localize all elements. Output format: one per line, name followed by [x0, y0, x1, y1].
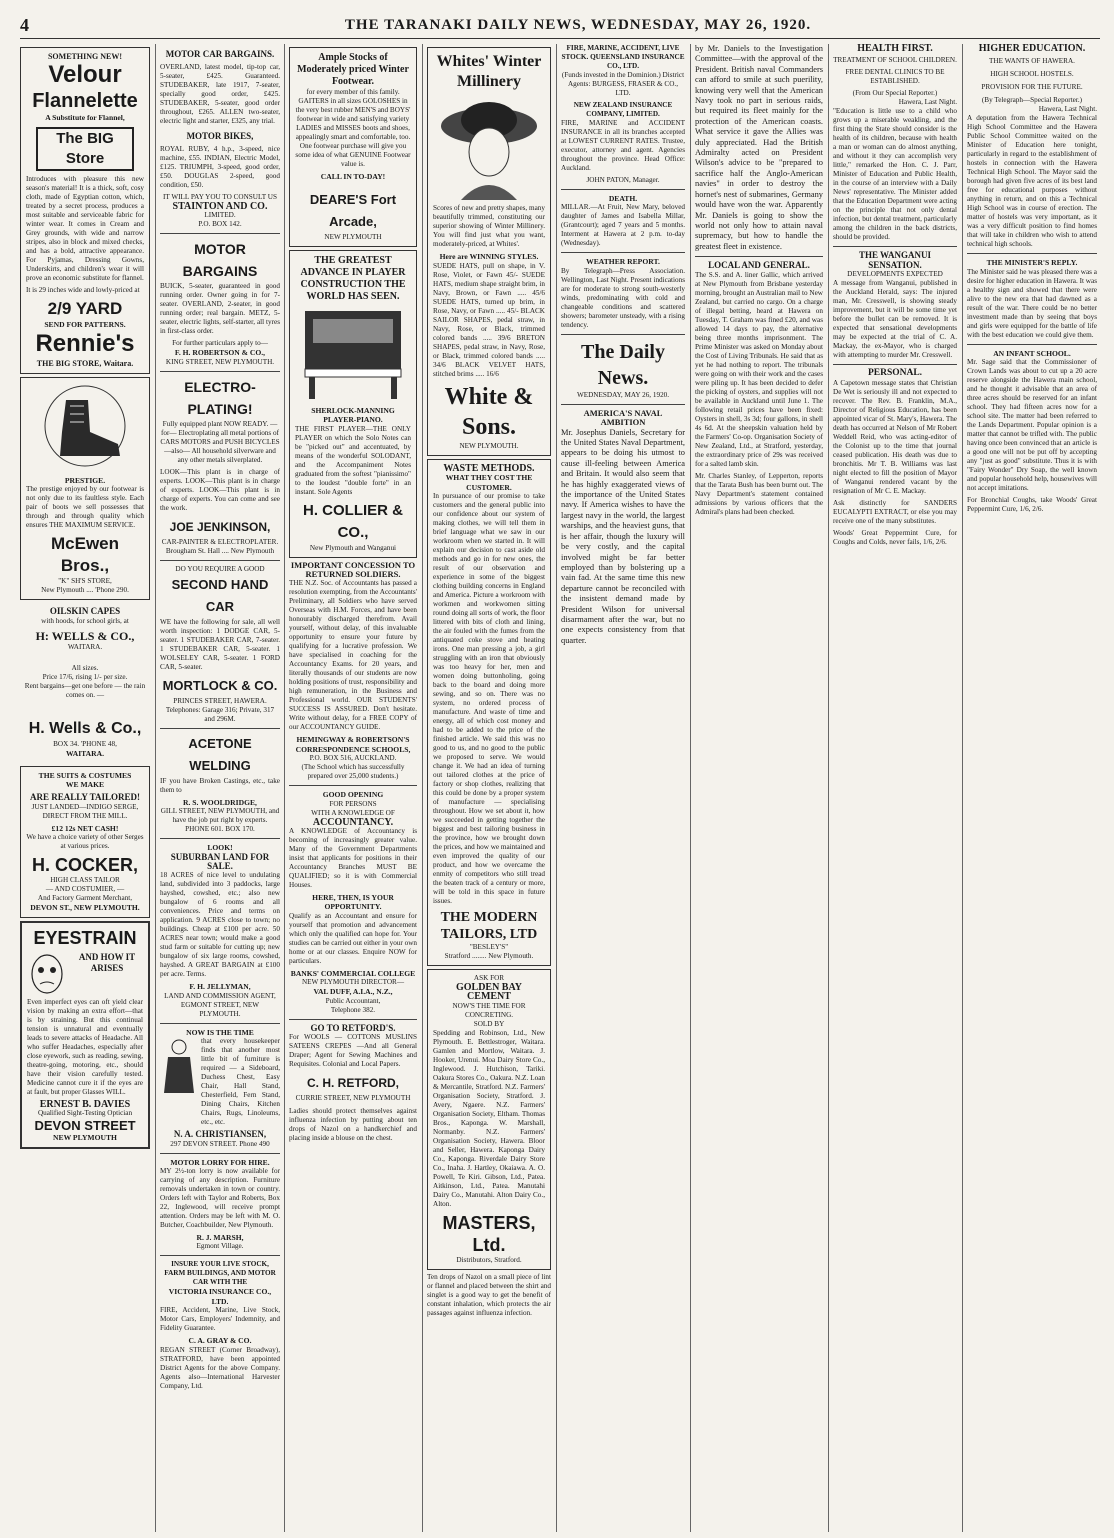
ad-address: "K" SH'S STORE, [58, 577, 112, 586]
player-piano-ad [289, 250, 417, 557]
article-subhead: PROVISION FOR THE FUTURE. [981, 83, 1083, 92]
column-divider [155, 44, 156, 1532]
column-8 [967, 44, 1097, 1532]
ad-body: (The School which has successfully prepared over 25,000 students.) [301, 763, 405, 781]
page-number: 4 [20, 14, 30, 35]
suburban-land-ad [160, 843, 280, 1019]
ad-headline: GOLDEN BAY CEMENT [455, 982, 523, 1003]
ad-brand: BANKS' COMMERCIAL COLLEGE [290, 968, 416, 978]
article-body: A message from Wanganui, published in the Auckland Herald, says: The injured man, Mr. Cresswell, is showing steady improvement, but it will be some time yet before the bullet can be removed. It is expected that sensational developments may be expected at the trial of C. A. Mackay, the ex-Mayor, who is charged with attempting to murder Mr. Cresswell. [833, 279, 957, 360]
ad-headline: OILSKIN CAPES [49, 606, 121, 617]
ad-brand: MORTLOCK & CO. [162, 677, 278, 693]
notice-headline: NEW ZEALAND INSURANCE COMPANY, LIMITED. [573, 101, 673, 118]
second-hand-car-ad [160, 565, 280, 724]
health-article [833, 44, 957, 242]
editorial-continued [695, 44, 823, 252]
ad-address: WAITARA. [65, 749, 105, 759]
motor-bargains-ad [160, 238, 280, 366]
article-byline: (From Our Special Reporter.) [852, 89, 938, 98]
column-1 [20, 44, 150, 1532]
ad-address: DEVON STREET [34, 1118, 136, 1134]
ad-headline: ELECTRO-PLATING! [184, 378, 256, 417]
column-5 [561, 44, 685, 1532]
ad-headline: MOTOR LORRY FOR HIRE. [170, 1157, 270, 1167]
article-body: by Mr. Daniels to the Investigation Committee—with the approval of the President. British naval Commanders can afford to smile at such puerility, knowing very well that the American Navy took no part in serious raids, but required its fleet mainly for the protection of the American coasts. What service it gave the Allies was duly appreciated. Had the British Admiralty acted on President Wilson's advice to be "prepared to sacrifice half the Anglo-American navies" in order to destroy the hornet's nest of submarines, Germany would have won the war. Apparently Mr. Daniels is going to show the world not only how to attain naval supremacy, but how to handle the greatest fleet in existence. [695, 44, 823, 251]
ad-body: IF you have Broken Castings, etc., take them to [160, 776, 280, 794]
ad-body: NEW PLYMOUTH DIRECTOR— [301, 978, 405, 987]
notice-body: (Funds invested in the Dominion.) District Agents: BURGESS, FRASER & CO., LTD. [561, 71, 685, 97]
ad-headline: ACCOUNTANCY. [312, 816, 394, 828]
ad-body: Scores of new and pretty shapes, many beautifully trimmed, constituting our superior showing of Winter Millinery. You will find just what you want, moderately-priced, at Whites'. [433, 204, 545, 249]
ad-subhead: MOTOR BIKES, [186, 131, 254, 141]
prestige-ad [20, 377, 150, 601]
ad-body: BUICK, 5-seater, guaranteed in good running order. Owner going in for 7-seater. OVERLAND, 2-seater, in good running order; real bargain. METZ, 5-seater, electric lights, self-starter, all tyres in first-class order. [160, 282, 280, 336]
ad-brand: White & Sons. [444, 383, 534, 440]
column-divider [284, 44, 285, 1532]
ad-body: Even imperfect eyes can oft yield clear vision by making an extra effort—that is by straining. But this continual tension is unnatural and eventually leads to severe attacks of Headache. All who suffer Headaches, especially after close eyework, such as reading, sewing, theatre-going, motoring, etc., should have their vision carefully tested. Medicine cannot cure it if the eyes are at fault, but proper Glasses WILL. [27, 997, 143, 1096]
ad-brand: H. COLLIER & CO., [303, 501, 403, 541]
ad-brand: F. H. JELLYMAN, [189, 982, 251, 992]
whites-millinery-ad [427, 47, 551, 456]
nazol-note: Ten drops of Nazol on a small piece of lint or flannel and placed between the shirt and singlet is a good way to get the benefit of constant inhalation, which protects the air passages against influenza infection. [427, 1272, 551, 1317]
retford-ad [289, 1024, 417, 1143]
ad-body: THE N.Z. Soc. of Accountants has passed a resolution exempting, from the Accountants' Preliminary, all Soldiers who have served Overseas with H.M. Forces, and have been honourably discharged therefrom. Avail yourself, without delay, of this invaluable opportunity to ensure your future by qualifying for a lucrative profession. We have specialised in coaching for the Accountancy Exams. for 20 years, and literally thousands of our students are now holding positions of trust, responsibility and high remuneration, in the Business and Professional world. OUR STUDENTS' SUCCESS IS ASSURED. Don't hesitate. Write without delay, for a FREE COPY of our ACCOUNTANCY GUIDE. [289, 579, 417, 732]
ad-address: WAITARA. [67, 643, 103, 652]
ad-brand: JOE JENKINSON, [169, 519, 271, 534]
motor-lorry-ad [160, 1158, 280, 1252]
ad-subhead: NOW'S THE TIME FOR CONCRETING. [452, 1001, 526, 1019]
notice-body: MILLAR.—At Fruit, New Mary, beloved daughter of James and Isabella Millar, (Grantcourt); aged 7 years and 5 months. Interment at Hawera at 2 p.m. to-day (Wednesday). [561, 203, 685, 248]
ad-body: We have a choice variety of other Serges at various prices. [26, 833, 144, 851]
ad-headline: Velour [48, 61, 122, 89]
column-6 [695, 44, 823, 1532]
ad-body: WE have the following for sale, all well worth inspection: 1 DODGE CAR, 5-seater. 1 STUDEBAKER CAR, 7-seater. 1 STUDEBAKER CAR, 5-seater. 1 WOLSELEY CAR, 5-seater. 1 FORD CAR, 5-seater. [160, 617, 280, 671]
ad-address: Stratford ........ New Plymouth. [444, 952, 534, 961]
article-headline: PERSONAL. [867, 368, 923, 379]
sanders-note: Ask distinctly for SANDERS EUCALYPTI EXTRACT, or else you may receive one of the many substitutes. [833, 498, 957, 525]
ad-kicker: SOMETHING NEW! [47, 52, 122, 61]
insurance-notices [561, 44, 685, 185]
ad-address: KING STREET, NEW PLYMOUTH. [165, 357, 275, 366]
ad-address: CURRIE STREET, NEW PLYMOUTH [295, 1094, 411, 1103]
ad-headline: IMPORTANT CONCESSION TO RETURNED SOLDIERS. [290, 559, 416, 580]
ad-body: Qualified Sight-Testing Optician [37, 1109, 133, 1118]
ad-note: SEND FOR PATTERNS. [44, 319, 126, 329]
ad-address: LAND AND COMMISSION AGENT, EGMONT STREET, NEW PLYMOUTH. [164, 991, 276, 1018]
article-headline: THE MINISTER'S REPLY. [986, 258, 1078, 268]
ad-body: REGAN STREET (Corner Broadway), STRATFORD, have been appointed District Agents for the above Company. Agents also—International Harvester Company, Ltd. [160, 1345, 280, 1390]
ad-agent: C. A. GRAY & CO. [188, 1336, 252, 1346]
ad-headline: PRESTIGE. [64, 476, 106, 486]
ad-kicker: ASK FOR [473, 974, 505, 983]
notice-body: By Telegraph—Press Association. Wellington, Last Night. Present indications are for moderate to strong south-westerly winds, predominating with cold and changeable conditions and scattered showers; barometer unsteady, with a rising tendency. [561, 266, 685, 329]
masthead-rule [20, 38, 1100, 39]
article-subhead: DEVELOPMENTS EXPECTED [847, 270, 943, 279]
ad-phone: New Plymouth .... 'Phone 290. [41, 586, 129, 595]
ad-body: A KNOWLEDGE of Accountancy is becoming of increasingly greater value. Many of the Government Departments insist that applicants for positions in their Accountancy Branches MUST BE QUALIFIED; so it is with Commercial Houses. [289, 827, 417, 890]
masthead [20, 14, 1100, 36]
ad-body: THE FIRST PLAYER—THE ONLY PLAYER on which the Solo Notes can be "picked out" and accentuated, by means of the wonderful SOLODANT, and the Accompaniment Notes graduated from the softest "pianissimo" to the loudest "double forte" in an instant. Sole Agents [295, 424, 411, 496]
stockist-list: Spedding and Robinson, Ltd., New Plymouth. E. Bettlestroger, Waitara. Gamlen and Mortlow, Waitara. J. Hooker, Urenui. Moa Dairy Store Co., Inglewood. J. Hutchison, Tariki. Oakura Stores Co., Oakura. N.Z. Loan & Mercantile, Stratford. N.Z. Farmers' Organisation Society, Stratford. J. Avery, Ngaere. N.Z. Farmers' Organisation Society, Eltham. Thomas Bros., Kaponga. W. Marshall, Normanby. N.Z. Farmers' Organisation Society, Hawera. Bloor and Seller, Hawera. Kaponga Dairy Co., Kaponga. Riverdale Dairy Store Co., Inaha. J. Hartley, Okaiawa. A. O. Powell, Te Kiri. Gibson, Ltd., Patea. Aitkinson, Ltd., Patea. Manutahi Dairy Co., Manutahi. Alton Dairy Co., Alton. [433, 1028, 545, 1208]
ad-body: JUST LANDED—INDIGO SERGE, DIRECT FROM THE MILL. [31, 802, 139, 820]
ad-body: For WOOLS — COTTONS MUSLINS SATEENS CREPES —And all General Draper; Agent for Sewing Machines and Requisites. Colonial and Local Papers. [289, 1033, 417, 1069]
ad-address: NEW PLYMOUTH [53, 1133, 117, 1143]
ad-body: LOOK—This plant is in charge of experts. LOOK—This plant is in charge of experts. LOOK—This plant is in charge of experts. You can come and see the work. [160, 467, 280, 512]
ad-headline: Ample Stocks of Moderately priced Winter Footwear. [297, 52, 409, 87]
ad-headline: NOW IS THE TIME [186, 1027, 254, 1037]
banks-college-ad [289, 790, 417, 1014]
ad-body: For further particulars apply to— [172, 339, 268, 348]
boot-illustration [26, 382, 144, 474]
infant-school [967, 349, 1097, 514]
ad-body: OVERLAND, latest model, tip-top car, 5-seater, £425. Guaranteed. STUDEBAKER, late 1917, 7-seater, specially good order, £425. STUDEBAKER, 5-seater, good order throughout, £265. ALLEN two-seater, electric light and starter, £325, any trial. [160, 63, 280, 125]
ad-phone: Telephone 382. [330, 1005, 376, 1014]
article-subhead: HIGH SCHOOL HOSTELS. [990, 70, 1074, 79]
column-3 [289, 44, 417, 1532]
modern-tailors-ad [427, 459, 551, 966]
personal-column [833, 369, 957, 546]
cocker-ad [20, 766, 150, 918]
victoria-insurance-ad [160, 1260, 280, 1390]
ad-phone: Telephones: Garage 316; Private, 317 and 296M. [165, 705, 275, 723]
piano-illustration [295, 303, 411, 403]
housekeeper-illustration [160, 1037, 198, 1095]
ad-body: SOLD BY [473, 1019, 505, 1028]
article-dateline: Hawera, Last Night. [1038, 105, 1097, 114]
ad-headline: SECOND HAND CAR [171, 576, 269, 614]
ad-address: THE BIG STORE, Waitara. [36, 359, 134, 369]
ad-body: that every housekeeper finds that another most little bit of furniture is required — a Sideboard, Duchess Chest, Easy Chair, Hall Stand, Chesterfield, Fern Stand, Dining Chairs, Kitchen Chairs, Rugs, Linoleums, etc., etc. [201, 1037, 280, 1127]
ad-subhead: SHERLOCK-MANNING PLAYER-PIANO. [311, 405, 395, 425]
ad-headline: GO TO RETFORD'S. [310, 1022, 396, 1033]
ad-headline: ACETONE WELDING [188, 735, 252, 773]
article-body: A Capetown message states that Christian De Wet is seriously ill and not expected to recover. The Rev. B. Franklin, M.A., Director of Religious Education, has been appointed vicar of St. Mary's, Hawera. The death has occurred at Nelson of Mr Robert Weddell Reid, who was acting-editor of the Colonist up to the time that journal ceased publication. His death was due to bronchitis. Mr T. B. Williams was last night elected to fill the position of Mayor of Wanganui rendered vacant by the resignation of Mr C. E. Mackay. [833, 378, 957, 495]
ad-note: IT WILL PAY YOU TO CONSULT US [163, 193, 277, 201]
ad-body: The prestige enjoyed by our footwear is not only due to its faultless style. Each pair of boots we sell possesses that through and through quality which ensures THE MAXIMUM SERVICE. [26, 485, 144, 530]
ad-headline: THE SUITS & COSTUMES [38, 770, 132, 780]
column-divider [556, 44, 557, 1532]
article-headline: LOCAL AND GENERAL. [708, 260, 810, 271]
notice-headline: WEATHER REPORT. [586, 257, 660, 267]
notice-headline: FIRE, MARINE, ACCIDENT, LIVE STOCK. QUEENSLAND INSURANCE CO., LTD. [561, 44, 685, 70]
ad-headline: ARE REALLY TAILORED! [29, 792, 141, 803]
ad-address: BOX 34. 'PHONE 48, [53, 740, 117, 749]
ad-address: Brougham St. Hall .... New Plymouth [165, 546, 275, 555]
ad-body: Rent bargains—get one before — the rain comes on. — [24, 682, 146, 700]
ad-subhead: WHAT THEY COST THE CUSTOMER. [445, 473, 533, 492]
article-headline: HIGHER EDUCATION. [978, 44, 1086, 54]
ad-brand: R. J. MARSH, [196, 1233, 244, 1243]
woods-note: Woods' Great Peppermint Cure, for Coughs and Colds, never fails, 1/6, 2/6. [833, 528, 957, 546]
ad-address: NEW PLYMOUTH. [459, 441, 519, 450]
ad-address: PRINCES STREET, HAWERA. [173, 696, 267, 705]
ad-body: HIGH CLASS TAILOR [50, 876, 120, 885]
oilskin-ad [20, 603, 150, 762]
nazol-note: Ladies should protect themselves against influenza infection by putting about ten drops of Nazol on a handkerchief and placing inside a blouse on the chest. [289, 1107, 417, 1143]
higher-education-article [967, 44, 1097, 249]
notice-agent: JOHN PATON, Manager. [586, 176, 660, 184]
ad-headline: FOR PERSONS [329, 799, 377, 808]
ad-headline: WASTE METHODS. [443, 462, 535, 474]
article-headline: AMERICA'S NAVAL AMBITION [583, 407, 663, 428]
ad-headline: SUBURBAN LAND FOR SALE. [170, 851, 270, 872]
ad-address: GILL STREET, NEW PLYMOUTH, and have the job put right by experts. PHONE 601. BOX 170. [160, 807, 280, 834]
article-subhead: THE WANTS OF HAWERA. [989, 57, 1075, 66]
returned-soldiers-ad [289, 561, 417, 782]
article-body: A deputation from the Hawera Technical High School Committee and the Hawera Public School Committee waited on the Minister of Education here tonight, particularly in regard to the establishment of hostels in connection with the Hawera Technical High School. The Mayor said the borough had given five acres of its best land free for educational purposes without anything in return, and on this a Technical High School was in course of erection. The matter of hostels was very important, as it was a very difficult position to find homes that will take in children who wish to attend technical high schools. [967, 114, 1097, 249]
ad-brand: STAINTON AND CO. [172, 201, 268, 212]
article-body: Mr. Charles Stanley, of Lepperton, reports that the Tarata Bush has been burnt out. The Navy Department's statement contained admissions by various officers that the Admiral's plans had been checked. [695, 471, 823, 516]
motor-car-ad [160, 48, 280, 229]
big-store-logo: The BIG Store [36, 127, 134, 171]
ad-subhead: HERE, THEN, IS YOUR OPPORTUNITY. [312, 893, 394, 912]
ad-headline: Flannelette [32, 90, 138, 113]
ad-headline: MOTOR BARGAINS [182, 241, 258, 280]
eyestrain-ad [20, 921, 150, 1149]
ad-body: And Factory Garment Merchant, [37, 894, 133, 903]
ad-brand: Rennie's [35, 330, 135, 358]
ad-body: ROYAL RUBY, 4 h.p., 3-speed, nice machine, £55. INDIAN, Electric Model, £125. TRIUMPH, 3-speed, good order, £50. DOUGLAS 2-speed, good condition, £50. [160, 145, 280, 189]
ad-address: Distributors, Stratford. [456, 1255, 522, 1264]
ad-body: VAL DUFF, A.I.A., N.Z., [313, 987, 393, 997]
christiansen-ad [160, 1028, 280, 1149]
article-body: Mr. Josephus Daniels, Secretary for the United States Naval Department, appears to be doing his utmost to cause ill-feeling between America and Britain. It would also seem that he has highly exaggerated views of the importance of the United States navy. If America wishes to have the largest navy in the world, the largest warships, and the heaviest guns, that is her affair, though the luxury will be very costly, and the capital involved might be far better employed than by bolstering up a vain fad. At the same time this new departure cannot be reconciled with the insistent demand made by President Wilson for universal disarmament after the war, but no one expects consistency from that quarter. [561, 427, 685, 645]
ad-body: "BESLEY'S" [469, 943, 509, 952]
column-4 [427, 44, 551, 1532]
golden-bay-cement-ad [427, 969, 551, 1270]
ad-subhead: Here are WINNING STYLES. [439, 252, 539, 262]
article-body: The Minister said he was pleased there was a desire for higher education in Hawera. It was a healthy sign and showed that there were alive to the new era that had dawned as a result of the war. There could be no better investment made than by seeing that boys and girls were equipped for the battle of life with the best education we could give them. [967, 267, 1097, 339]
ad-address: DEVON ST., NEW PLYMOUTH. [30, 903, 140, 913]
article-subhead: TREATMENT OF SCHOOL CHILDREN. [833, 56, 957, 65]
column-7 [833, 44, 957, 1532]
ad-brand: H. Wells & Co., [28, 720, 142, 738]
ad-headline: WITH A KNOWLEDGE OF [311, 808, 395, 817]
death-notice [561, 194, 685, 248]
ad-body: In pursuance of our promise to take customers and the general public into our confidence about our system of making clothes, we will tell them in brief language what we saw in our workroom when we started in. It will explain our decision to cast aside old methods and go in for new ones, the result of our observation and experience in some of the biggest clothing building concerns in England and America. Picture a workroom with workmen and workwomen sitting round doing all sorts of work, the floor littered with bits of cloth and lining, the air fouled with the fumes from the antiquated coke stove and heating irons. One man pressing a job, a girl struggling with an iron that obviously was too heavy for her, men and women doing buttonholing, going back to the board and doing more sewing, and so on. There was no system, no ordered process of manufacture. And waste of time and energy, all of which cost money and had to be added to the price of the finished article. We said this was no good to us, and no good to the public we proposed to serve. We would change it. We had an idea of turning out tailored clothes at the price of factory or shop clothes, realizing that this could be done by a proper system of manufacture — specialising throughout. How we set about it, how we succeeded in getting together the biggest and best tailoring business in the province, how we brought down the prices, and how we maintained and even improved the quality of our product, and how we overcame the enmity of competitors who still tread the beaten track of a century or more, will be told in this space in future issues. [433, 492, 545, 906]
ad-body: MY 2½-ton lorry is now available for carrying of any description. Furniture removals undertaken in town or country. Orders left with Taylor and Roberts, Box 22, Inglewood, will receive prompt attention. Orders may be left with M. O. Butcher, Coachbuilder, New Plymouth. [160, 1167, 280, 1230]
notice-headline: DEATH. [608, 194, 638, 203]
ministers-reply [967, 258, 1097, 339]
ad-address: P.O. BOX 142. [198, 220, 242, 229]
ad-headline: EYESTRAIN [33, 927, 137, 948]
article-subhead: FREE DENTAL CLINICS TO BE ESTABLISHED. [845, 68, 945, 86]
ad-address: 297 DEVON STREET. Phone 490 [170, 1139, 270, 1148]
electroplating-ad [160, 376, 280, 556]
masthead-title: THE TARANAKI DAILY NEWS, WEDNESDAY, MAY 26, 1920. [344, 16, 812, 33]
ad-body: — AND COSTUMIER, — [45, 885, 125, 894]
column-2 [160, 44, 280, 1532]
article-body: Mr. Sage said that the Commissioner of Crown Lands was about to cut up a 20 acre reserve alongside the Hawera main school, and he thought it advisable that an area of three acres should be reserved for an infant school. They had fifteen acres now for a school site. The matter had been referred to the Lands Department. Popular opinion is a matter that cannot be trifled with. The public having once been convinced that an article is a good one will not be put off by accepting any "just as good" substitute. Thus it is with "Fairy Wonder" Dry Soap, the well known and popular household help, housewives will not accept imitations. [967, 358, 1097, 493]
nameplate: The Daily News. [581, 340, 665, 389]
ad-body: Public Accountant, [325, 996, 381, 1005]
ad-headline: GOOD OPENING [322, 790, 384, 800]
ad-brand: McEwen Bros., [50, 534, 120, 576]
article-dateline: Hawera, Last Night. [898, 98, 957, 107]
article-body: The S.S. and A. liner Gallic, which arrived at New Plymouth from Brisbane yesterday morning, brought an Australian mail to New Zealand, but carried no cargo. On a charge of illegal betting, heard at Hawera on Tuesday, T. Graham was fined £20, and was allowed 14 days to pay, the alternative being three months imprisonment. The Prime Minister was asked on Monday about the Cost of Living Tribunals. He said that as yet he had nothing to report. The tribunals were going on with their work and the cases were piling up. It has been decided to defer the picking of oysters, and supplies will not be available in Auckland until June 1. The following retail prices have been fixed: Oysters in shell, 3s 3d; four gallons, in shell 4s 6d. At the sheepskin valuation held by the Farmers' Co-op. Organisation Society of New Zealand, Ltd., at Stratford, yesterday, the extraordinary price of 29s was received for a salted lamb skin. [695, 270, 823, 468]
paper-nameplate [561, 339, 685, 400]
ad-address: New Plymouth and Wanganui [309, 543, 397, 552]
ad-price: Price 17/6, rising 1/- per size. [42, 673, 128, 682]
ad-body: CAR-PAINTER & ELECTROPLATER. [161, 537, 279, 546]
ad-kicker: LOOK! [207, 843, 233, 853]
ad-brand: F. H. ROBERTSON & CO., [174, 348, 266, 358]
woods-note: For Bronchial Coughs, take Woods' Great Peppermint Cure, 1/6, 2/6. [967, 496, 1097, 514]
ad-body: 18 ACRES of nice level to undulating land, subdivided into 3 paddocks, large hayshed, cowshed, etc.; also new bungalow of 6 rooms and all conveniences. Price and terms on application. 9 ACRES close to town; no buildings. Cheap at £100 per acre. 50 ACRES near town; would make a good stud farm or suitable for cutting up; new bungalow of six large rooms, cowshed, hayshed. A GREAT BARGAIN at £100 per acre. Terms. [160, 871, 280, 979]
ad-brand: C. H. RETFORD, [307, 1076, 399, 1091]
ad-body: All sizes. [71, 664, 99, 673]
ad-headline: MOTOR CAR BARGAINS. [165, 49, 275, 59]
ad-brand: H. COCKER, [31, 855, 138, 876]
acetone-welding-ad [160, 733, 280, 834]
ad-body: LIMITED. [204, 211, 236, 220]
ad-body: Fully equipped plant NOW READY. —for— Electroplating all metal portions of CARS MOTORS and PUSH BICYCLES —also— All household silverware and any other metals silverplated. [160, 419, 280, 464]
ad-brand: HEMINGWAY & ROBERTSON'S CORRESPONDENCE SCHOOLS, [295, 735, 411, 754]
woman-hat-illustration [433, 92, 545, 202]
article-byline: (By Telegraph—Special Reporter.) [981, 96, 1083, 105]
ad-price-list: SUEDE HATS, pull on shape, in V. Rose, Violet, or Fawn 45/- SUEDE HATS, medium shape straight brim, in Navy, Brown, or Fawn ..... 45/6 SUEDE HATS, turned up brim, in Rose, Navy, or Fawn ..... 45/- BLACK SAILOR SHAPES, pedal straw, in Navy, Rose, or Black, trimmed colored bands ..... 39/6 BRETON SHAPES, pedal straw, in Navy, Rose, or Black, trimmed colored bands ..... 34/6 BLACK VELVET HATS, stitched brims ..... 16/6 [433, 261, 545, 378]
nameplate-date: WEDNESDAY, MAY 26, 1920. [576, 390, 670, 399]
ad-kicker: DO YOU REQUIRE A GOOD [175, 564, 265, 573]
article-headline: AN INFANT SCHOOL. [993, 348, 1071, 358]
ad-brand: ERNEST B. DAVIES [39, 1098, 131, 1110]
weather-report [561, 257, 685, 329]
ad-headline: Whites' Winter Millinery [436, 53, 542, 90]
ad-address: Egmont Village. [196, 1242, 244, 1251]
ad-note: CALL IN TO-DAY! [320, 172, 386, 181]
ad-brand: H: WELLS & CO., [35, 628, 135, 643]
ad-body: Introduces with pleasure this new season's material! It is a thick, soft, cosy cloth, made of Egyptian cotton, which, treated by a secret process, produces a most suitable and serviceable fabric for winter wear. It comes in Cream and Grey grounds, with wide and narrow stripes, also in block and mixed checks, and has a bold, attractive appearance. For Pyjamas, Dressing Gowns, Underskirts, and children's wear it will prove an economic substitute for flannel. [26, 174, 144, 282]
ad-body: FIRE, Accident, Marine, Live Stock, Motor Cars, Employers' Indemnity, and Fidelity Guarantee. [160, 1306, 280, 1333]
ad-price: 2/9 YARD [47, 298, 123, 318]
ad-price: £12 12s NET CASH! [51, 823, 119, 833]
ad-subhead: AND HOW IT ARISES [78, 951, 136, 973]
deares-footwear-ad [289, 47, 417, 247]
ad-brand: THE MODERN TAILORS, LTD [440, 910, 538, 943]
ad-brand: DEARE'S Fort Arcade, [309, 192, 397, 230]
article-body: "Education is little use to a child who grows up a miserable weakling, and the first thing the State should consider is the health of its children, because with health a man or woman can do almost anything, and without it they can accomplish very little," remarked the Hon. C. J. Parr, Minister of Education and Public Health, in the course of an interview with a Daily News' representative. The Minister added that the Education Department were acting on the principle that not only dental infection, but dental treatment, particularly among the children in the back districts, should be provided. [833, 107, 957, 242]
ad-brand: N. A. CHRISTIANSEN, [173, 1129, 267, 1140]
ad-subhead: A Substitute for Flannel, [45, 113, 125, 123]
notice-body: FIRE, MARINE and ACCIDENT INSURANCE in all its branches accepted at LOWEST CURRENT RATES. Trustee, executor, attorney and agent. Agencies throughout the province. Head Office: Auckland. [561, 119, 685, 172]
column-divider [962, 44, 963, 1532]
ad-address: NEW PLYMOUTH [324, 233, 382, 242]
ad-headline: THE GREATEST ADVANCE IN PLAYER CONSTRUCTION THE WORLD HAS SEEN. [300, 255, 406, 303]
ad-headline: WE MAKE [65, 780, 105, 790]
ad-body: for every member of this family. GAITERS in all sizes GOLOSHES in the very best rubber MEN'S and BOYS' footwear in wide and satisfying variety LADIES and MISSES boots and shoes, appealingly smart and comfortable, too. One footwear purchase will give you some idea of what GENUINE Footwear value is. [295, 88, 411, 168]
ad-brand: R. S. WOOLDRIDGE, [183, 797, 257, 807]
ad-body: It is 29 inches wide and lowly-priced at [26, 285, 140, 294]
ad-body: Qualify as an Accountant and ensure for yourself that promotion and advancement which only the qualified can hope for. Your studies can be carried out either in your own home or at our classes. Enquire NOW for particulars. [289, 911, 417, 965]
wanganui-article [833, 251, 957, 360]
article-headline: THE WANGANUI SENSATION. [858, 250, 932, 270]
ad-body: with hoods, for school girls, at [41, 616, 129, 625]
editorial-article [561, 409, 685, 646]
ad-brand: MASTERS, Ltd. [442, 1212, 536, 1255]
column-divider [828, 44, 829, 1532]
ad-headline: INSURE YOUR LIVE STOCK, FARM BUILDINGS, AND MOTOR CAR WITH THE [164, 1260, 276, 1287]
column-divider [690, 44, 691, 1532]
face-illustration [27, 952, 67, 998]
column-divider [422, 44, 423, 1532]
ad-brand: VICTORIA INSURANCE CO., LTD. [168, 1287, 272, 1306]
local-and-general [695, 261, 823, 516]
velour-ad [20, 47, 150, 374]
ad-address: P.O. BOX 516, AUCKLAND. [309, 754, 397, 763]
article-headline: HEALTH FIRST. [857, 44, 933, 54]
